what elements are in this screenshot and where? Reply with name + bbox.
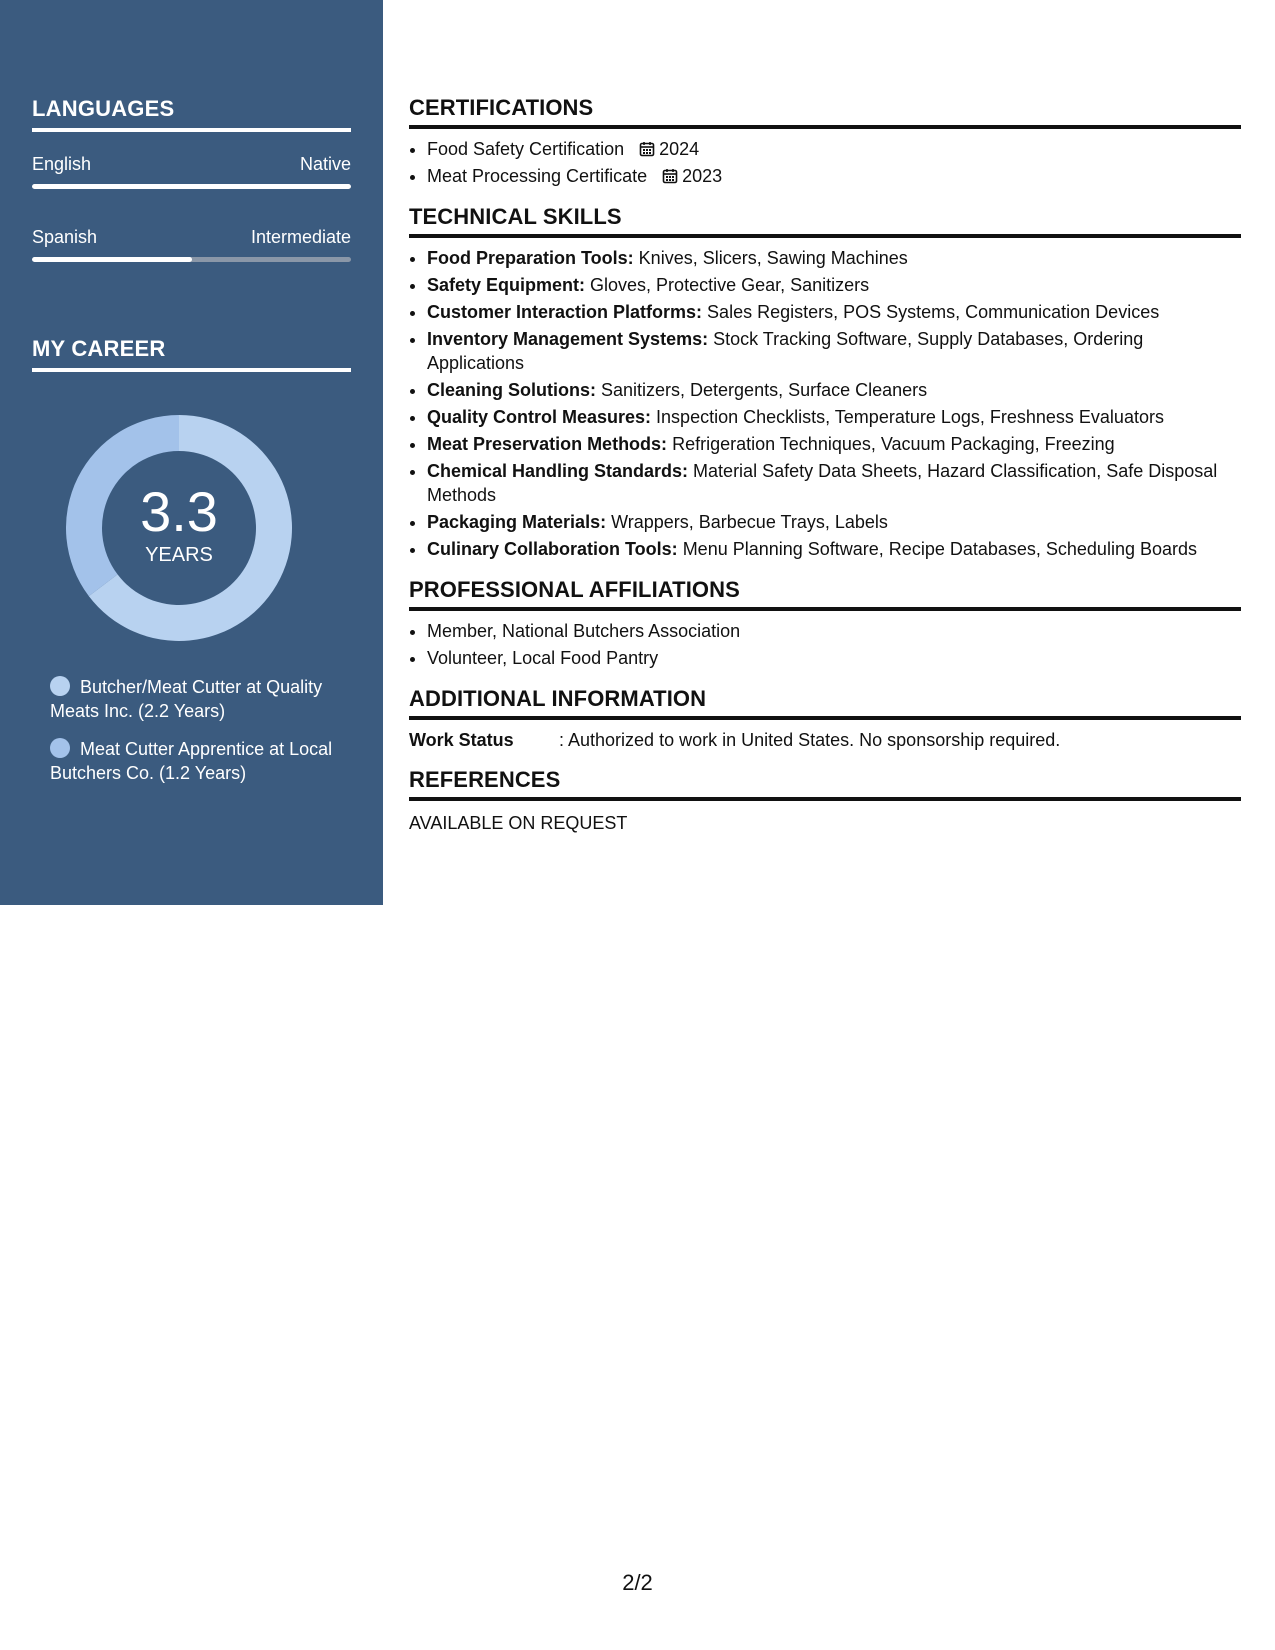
career-total-value: 3.3 (140, 479, 218, 543)
skill-value: Sales Registers, POS Systems, Communication Devices (702, 302, 1160, 322)
certifications-heading: CERTIFICATIONS (409, 95, 1241, 129)
skill-value: Stock Tracking Software, Supply Databases, Ordering Applications (427, 329, 1144, 373)
skill-label: Chemical Handling Standards: (427, 461, 689, 481)
certification-item (427, 164, 1241, 188)
affiliations-section (409, 577, 1241, 670)
references-text: AVAILABLE ON REQUEST (409, 813, 628, 833)
technical-skills-list (409, 246, 1241, 561)
career-legend (50, 675, 370, 799)
skill-item (427, 510, 1241, 534)
language-proficiency-bar (32, 257, 351, 262)
skill-item (427, 300, 1241, 324)
skill-item (427, 246, 1241, 270)
language-level: Intermediate (250, 227, 351, 247)
certifications-section (409, 95, 1241, 188)
skill-label: Inventory Management Systems: (427, 329, 709, 349)
work-status-value: : Authorized to work in United States. No sponsorship required. (559, 730, 1061, 750)
skill-value: Inspection Checklists, Temperature Logs, Freshness Evaluators (651, 407, 1164, 427)
career-legend-item (50, 737, 370, 785)
references-section (409, 767, 1241, 834)
affiliations-heading: PROFESSIONAL AFFILIATIONS (409, 577, 1241, 611)
certification-name: Food Safety Certification (427, 139, 625, 159)
skill-value: Sanitizers, Detergents, Surface Cleaners (596, 380, 928, 400)
technical-skills-heading: TECHNICAL SKILLS (409, 204, 1241, 238)
calendar-icon (639, 141, 655, 157)
affiliation-item: • Volunteer, Local Food Pantry (427, 646, 1241, 670)
skill-label: Meat Preservation Methods: (427, 434, 668, 454)
language-name: Spanish (32, 227, 98, 247)
skill-label: Quality Control Measures: (427, 407, 652, 427)
career-legend-item (50, 675, 370, 723)
language-item-spanish (32, 227, 351, 262)
career-total (66, 415, 292, 641)
career-section (32, 336, 351, 372)
page-number: 2/2 (622, 1570, 653, 1595)
certification-year: 2024 (659, 139, 700, 159)
skill-value: Gloves, Protective Gear, Sanitizers (585, 275, 870, 295)
career-job-text: Meat Cutter Apprentice at Local Butchers Co. (1.2 Years) (50, 739, 333, 783)
certification-item (427, 137, 1241, 161)
languages-section (32, 96, 351, 262)
skill-item (427, 405, 1241, 429)
additional-info-section (409, 686, 1241, 751)
affiliation-item: • Member, National Butchers Association (427, 619, 1241, 643)
additional-info-heading: ADDITIONAL INFORMATION (409, 686, 1241, 720)
skill-value: Material Safety Data Sheets, Hazard Classification, Safe Disposal Methods (427, 461, 1218, 505)
skill-value: Wrappers, Barbecue Trays, Labels (606, 512, 888, 532)
references-heading: REFERENCES (409, 767, 1241, 801)
skill-value: Refrigeration Techniques, Vacuum Packaging, Freezing (667, 434, 1115, 454)
language-name: English (32, 154, 92, 174)
skill-item (427, 273, 1241, 297)
main-content (409, 95, 1241, 850)
legend-dot-icon (50, 738, 70, 758)
skill-item (427, 537, 1241, 561)
skill-label: Cleaning Solutions: (427, 380, 596, 400)
calendar-icon (662, 168, 678, 184)
skill-item (427, 432, 1241, 456)
skill-label: Packaging Materials: (427, 512, 607, 532)
legend-dot-icon (50, 676, 70, 696)
skill-label: Culinary Collaboration Tools: (427, 539, 678, 559)
skill-item (427, 378, 1241, 402)
skill-value: Menu Planning Software, Recipe Databases, Scheduling Boards (677, 539, 1197, 559)
sidebar (0, 0, 383, 905)
career-total-unit: YEARS (145, 543, 213, 566)
skill-value: Knives, Slicers, Sawing Machines (633, 248, 908, 268)
career-donut-chart (66, 415, 292, 641)
career-job-text: Butcher/Meat Cutter at Quality Meats Inc. (2.2 Years) (50, 677, 323, 721)
career-heading: MY CAREER (32, 336, 351, 372)
language-proficiency-fill (32, 184, 351, 189)
language-proficiency-fill (32, 257, 192, 262)
skill-label: Food Preparation Tools: (427, 248, 634, 268)
skill-label: Safety Equipment: (427, 275, 586, 295)
skill-item (427, 459, 1241, 507)
work-status-row (409, 730, 1241, 751)
technical-skills-section (409, 204, 1241, 561)
work-status-label: Work Status (409, 730, 514, 750)
certification-year: 2023 (682, 166, 723, 186)
affiliations-list (409, 619, 1241, 670)
certification-name: Meat Processing Certificate (427, 166, 648, 186)
skill-label: Customer Interaction Platforms: (427, 302, 703, 322)
certifications-list (409, 137, 1241, 188)
skill-item (427, 327, 1241, 375)
language-level: Native (299, 154, 351, 174)
languages-heading: LANGUAGES (32, 96, 351, 132)
language-item-english (32, 154, 351, 189)
language-proficiency-bar (32, 184, 351, 189)
